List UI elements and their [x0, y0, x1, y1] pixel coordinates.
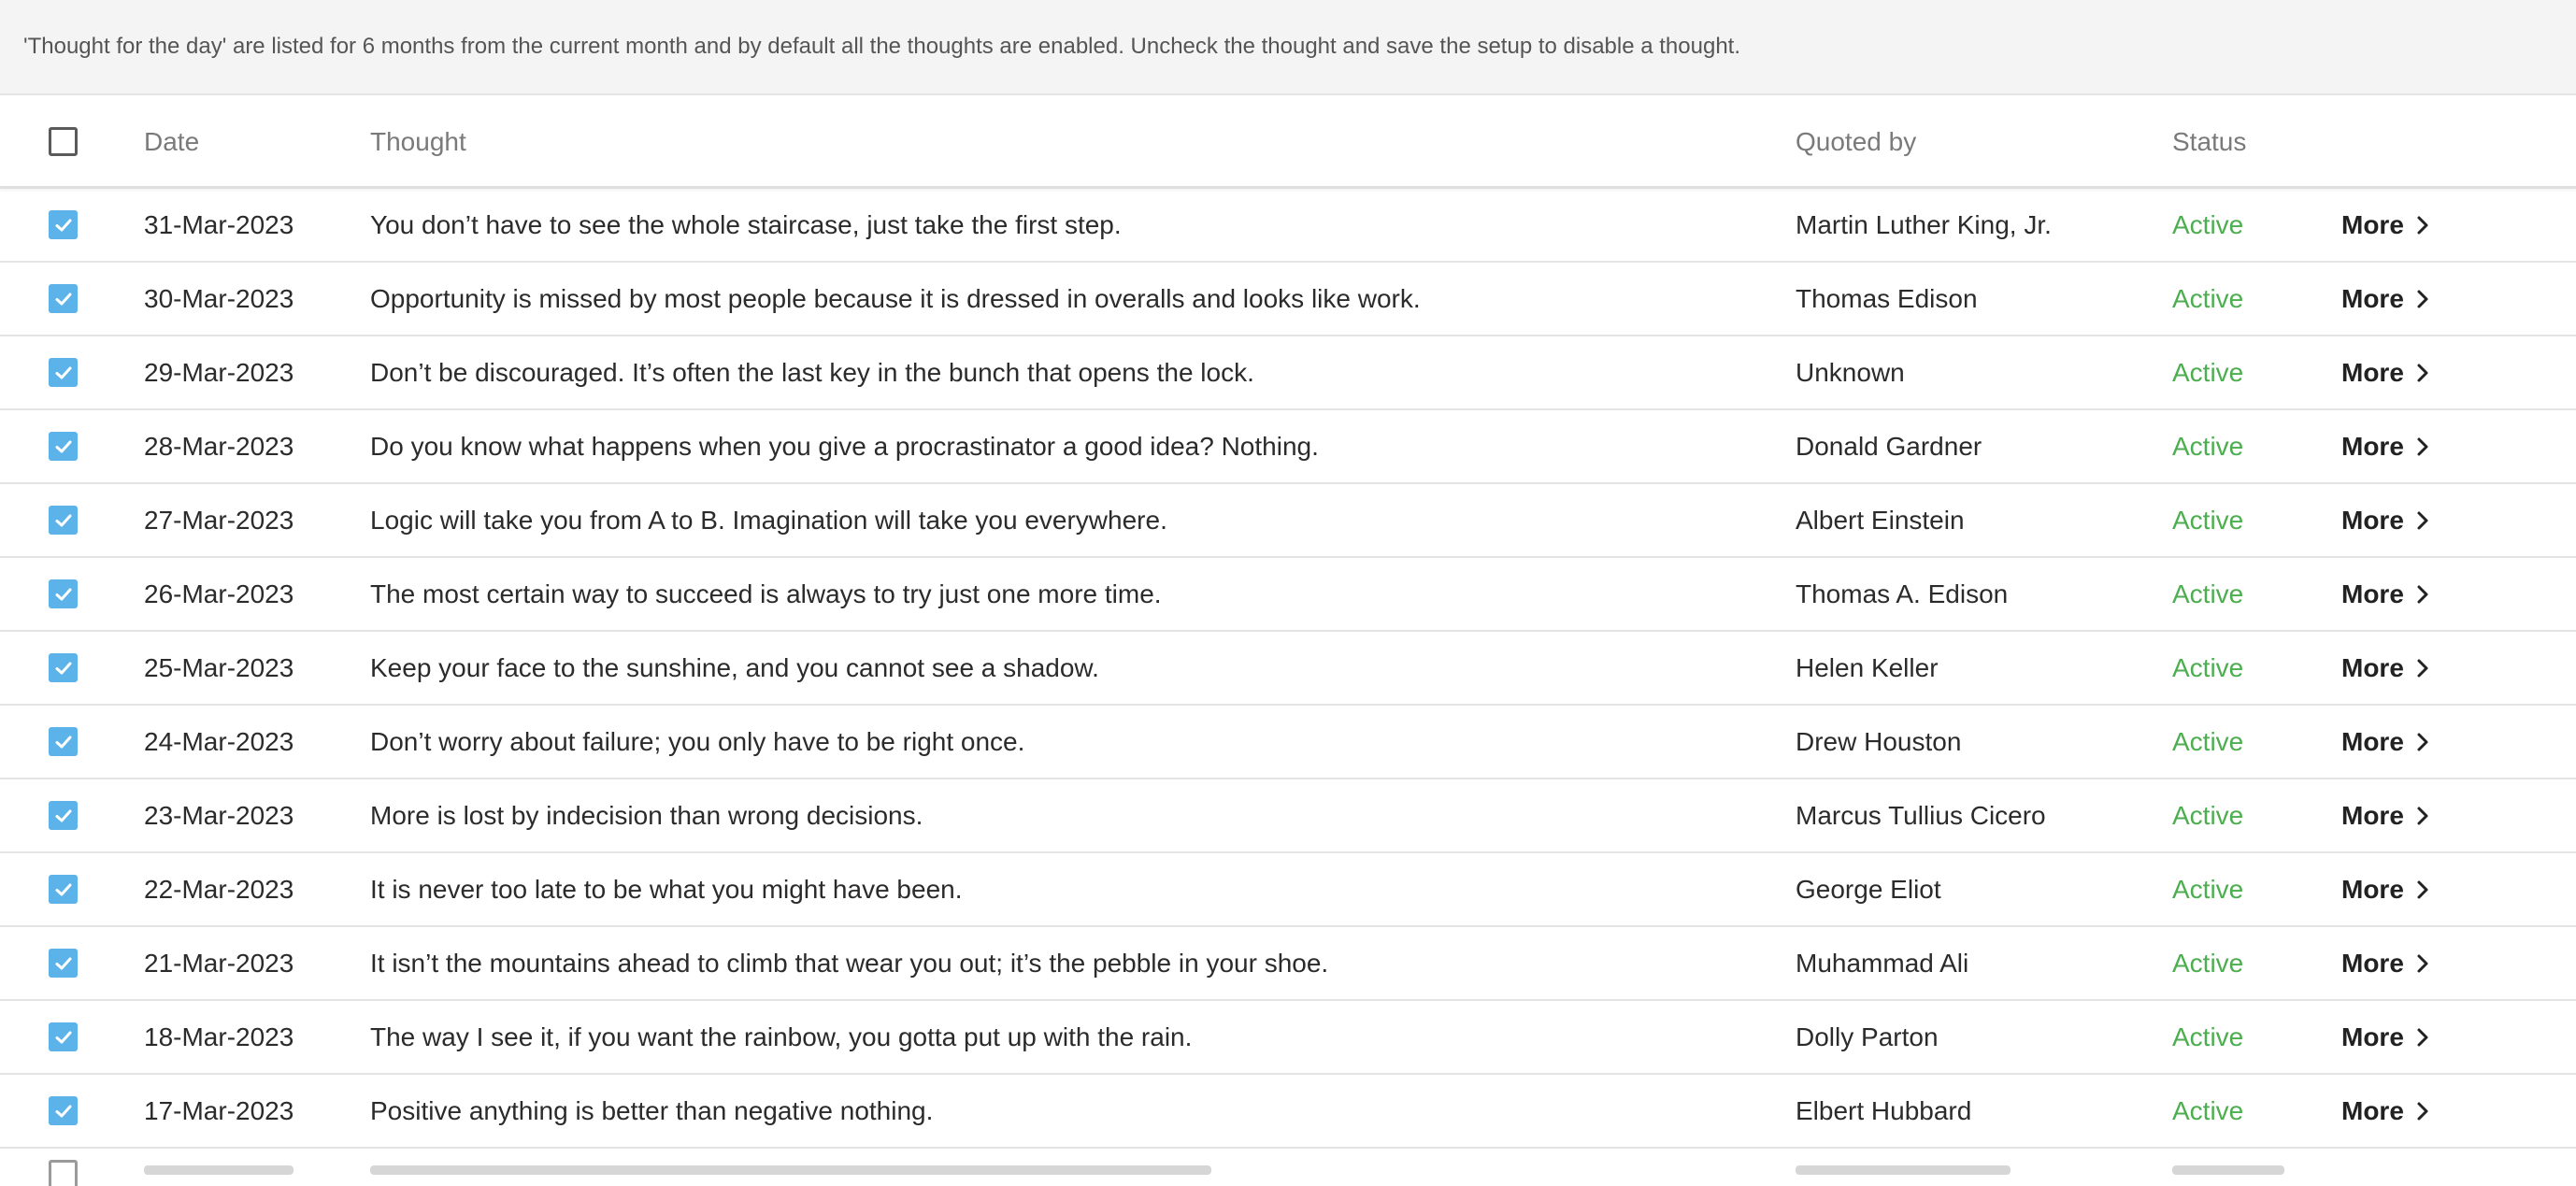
- check-icon: [52, 731, 75, 753]
- table-row: [0, 484, 2576, 558]
- info-banner: [0, 0, 2576, 95]
- more-button[interactable]: [2341, 1001, 2430, 1073]
- row-date: 24-Mar-2023: [144, 726, 294, 756]
- chevron-right-icon: [2415, 731, 2430, 753]
- row-status: Active: [2172, 800, 2244, 830]
- row-status: Active: [2172, 948, 2244, 978]
- table-header: [0, 97, 2576, 189]
- thoughts-table: [0, 97, 2576, 1186]
- table-row-partial: [0, 1149, 2576, 1186]
- more-label: More: [2341, 431, 2404, 461]
- more-label: More: [2341, 579, 2404, 608]
- row-checkbox[interactable]: [49, 432, 78, 461]
- check-icon: [52, 583, 75, 606]
- more-label: More: [2341, 209, 2404, 239]
- row-quoted-by: Martin Luther King, Jr.: [1796, 209, 2052, 239]
- row-thought: More is lost by indecision than wrong decisions.: [370, 800, 923, 830]
- check-icon: [52, 509, 75, 532]
- row-thought: Logic will take you from A to B. Imagination will take you everywhere.: [370, 505, 1167, 535]
- row-date: 22-Mar-2023: [144, 874, 294, 904]
- chevron-right-icon: [2415, 214, 2430, 236]
- row-status: Active: [2172, 1095, 2244, 1125]
- select-all-checkbox[interactable]: [49, 127, 78, 156]
- check-icon: [52, 1026, 75, 1049]
- row-checkbox[interactable]: [49, 506, 78, 535]
- chevron-right-icon: [2415, 1100, 2430, 1122]
- chevron-right-icon: [2415, 509, 2430, 532]
- header-date[interactable]: Date: [144, 126, 200, 156]
- row-checkbox[interactable]: [49, 875, 78, 904]
- more-label: More: [2341, 874, 2404, 904]
- table-row: [0, 558, 2576, 632]
- row-status: Active: [2172, 579, 2244, 608]
- row-date: 25-Mar-2023: [144, 652, 294, 682]
- check-icon: [52, 805, 75, 827]
- row-date: 21-Mar-2023: [144, 948, 294, 978]
- header-status[interactable]: Status: [2172, 126, 2247, 156]
- more-button[interactable]: [2341, 558, 2430, 630]
- row-status: Active: [2172, 505, 2244, 535]
- row-quoted-by: Thomas Edison: [1796, 283, 1978, 313]
- check-icon: [52, 657, 75, 679]
- row-thought: It is never too late to be what you might have been.: [370, 874, 963, 904]
- more-button[interactable]: [2341, 706, 2430, 778]
- row-quoted-by: Unknown: [1796, 357, 1905, 387]
- table-row: [0, 336, 2576, 410]
- row-checkbox[interactable]: [49, 1096, 78, 1125]
- row-checkbox[interactable]: [49, 284, 78, 313]
- more-label: More: [2341, 948, 2404, 978]
- row-status: Active: [2172, 283, 2244, 313]
- check-icon: [52, 879, 75, 901]
- row-status: Active: [2172, 357, 2244, 387]
- row-quoted-by: Thomas A. Edison: [1796, 579, 2009, 608]
- table-row: [0, 410, 2576, 484]
- more-label: More: [2341, 800, 2404, 830]
- more-button[interactable]: [2341, 189, 2430, 261]
- more-label: More: [2341, 505, 2404, 535]
- chevron-right-icon: [2415, 583, 2430, 606]
- row-date: 27-Mar-2023: [144, 505, 294, 535]
- check-icon: [52, 288, 75, 310]
- row-thought: Keep your face to the sunshine, and you cannot see a shadow.: [370, 652, 1099, 682]
- more-label: More: [2341, 1022, 2404, 1051]
- row-thought: It isn’t the mountains ahead to climb that wear you out; it’s the pebble in your shoe.: [370, 948, 1329, 978]
- more-button[interactable]: [2341, 1075, 2430, 1147]
- row-thought: Positive anything is better than negative nothing.: [370, 1095, 934, 1125]
- table-row: [0, 927, 2576, 1001]
- check-icon: [52, 436, 75, 458]
- row-quoted-by: Dolly Parton: [1796, 1022, 1939, 1051]
- more-label: More: [2341, 283, 2404, 313]
- row-date: 29-Mar-2023: [144, 357, 294, 387]
- info-banner-text: 'Thought for the day' are listed for 6 months from the current month and by default all the thoughts are enabled. Uncheck the thought and save the setup to disable a thought.: [23, 34, 1740, 59]
- row-date: 18-Mar-2023: [144, 1022, 294, 1051]
- more-button[interactable]: [2341, 779, 2430, 851]
- table-row: [0, 706, 2576, 779]
- more-button[interactable]: [2341, 336, 2430, 408]
- row-checkbox[interactable]: [49, 653, 78, 682]
- row-date: 31-Mar-2023: [144, 209, 294, 239]
- row-quoted-by: Elbert Hubbard: [1796, 1095, 1972, 1125]
- row-quoted-by: Albert Einstein: [1796, 505, 1965, 535]
- table-row: [0, 1001, 2576, 1075]
- row-checkbox[interactable]: [49, 210, 78, 239]
- row-quoted-by: Drew Houston: [1796, 726, 1962, 756]
- table-row: [0, 632, 2576, 706]
- chevron-right-icon: [2415, 436, 2430, 458]
- row-date: 26-Mar-2023: [144, 579, 294, 608]
- row-checkbox[interactable]: [49, 1160, 78, 1186]
- row-quoted-by: George Eliot: [1796, 874, 1941, 904]
- more-button[interactable]: [2341, 927, 2430, 999]
- more-button[interactable]: [2341, 263, 2430, 335]
- row-thought: Opportunity is missed by most people because it is dressed in overalls and looks like work.: [370, 283, 1421, 313]
- row-status: Active: [2172, 652, 2244, 682]
- more-button[interactable]: [2341, 410, 2430, 482]
- row-checkbox[interactable]: [49, 358, 78, 387]
- check-icon: [52, 362, 75, 384]
- chevron-right-icon: [2415, 952, 2430, 975]
- row-quoted-by: Donald Gardner: [1796, 431, 1982, 461]
- row-quoted-by: Muhammad Ali: [1796, 948, 1969, 978]
- row-checkbox[interactable]: [49, 949, 78, 978]
- table-body: [0, 189, 2576, 1149]
- more-label: More: [2341, 357, 2404, 387]
- row-status: Active: [2172, 726, 2244, 756]
- chevron-right-icon: [2415, 1026, 2430, 1049]
- check-icon: [52, 1100, 75, 1122]
- table-row: [0, 189, 2576, 263]
- row-date: 23-Mar-2023: [144, 800, 294, 830]
- row-quoted-by: Helen Keller: [1796, 652, 1939, 682]
- more-label: More: [2341, 1095, 2404, 1125]
- row-thought: Don’t worry about failure; you only have to be right once.: [370, 726, 1025, 756]
- check-icon: [52, 952, 75, 975]
- row-date: 28-Mar-2023: [144, 431, 294, 461]
- row-status: Active: [2172, 431, 2244, 461]
- row-checkbox[interactable]: [49, 1022, 78, 1051]
- row-thought: The most certain way to succeed is always to try just one more time.: [370, 579, 1162, 608]
- table-row: [0, 1075, 2576, 1149]
- more-label: More: [2341, 652, 2404, 682]
- row-date: 30-Mar-2023: [144, 283, 294, 313]
- row-checkbox[interactable]: [49, 801, 78, 830]
- table-row: [0, 263, 2576, 336]
- more-label: More: [2341, 726, 2404, 756]
- more-button[interactable]: [2341, 484, 2430, 556]
- row-thought: Don’t be discouraged. It’s often the last key in the bunch that opens the lock.: [370, 357, 1254, 387]
- row-checkbox[interactable]: [49, 579, 78, 608]
- header-thought[interactable]: Thought: [370, 126, 466, 156]
- row-date: 17-Mar-2023: [144, 1095, 294, 1125]
- table-row: [0, 853, 2576, 927]
- row-status: Active: [2172, 874, 2244, 904]
- row-thought: The way I see it, if you want the rainbow, you gotta put up with the rain.: [370, 1022, 1193, 1051]
- chevron-right-icon: [2415, 657, 2430, 679]
- more-button[interactable]: [2341, 853, 2430, 925]
- row-thought: Do you know what happens when you give a procrastinator a good idea? Nothing.: [370, 431, 1319, 461]
- chevron-right-icon: [2415, 879, 2430, 901]
- chevron-right-icon: [2415, 362, 2430, 384]
- more-button[interactable]: [2341, 632, 2430, 704]
- chevron-right-icon: [2415, 805, 2430, 827]
- check-icon: [52, 214, 75, 236]
- row-thought: You don’t have to see the whole staircase, just take the first step.: [370, 209, 1122, 239]
- table-row: [0, 779, 2576, 853]
- chevron-right-icon: [2415, 288, 2430, 310]
- row-status: Active: [2172, 1022, 2244, 1051]
- row-quoted-by: Marcus Tullius Cicero: [1796, 800, 2046, 830]
- row-status: Active: [2172, 209, 2244, 239]
- row-checkbox[interactable]: [49, 727, 78, 756]
- header-quoted-by[interactable]: Quoted by: [1796, 126, 1917, 156]
